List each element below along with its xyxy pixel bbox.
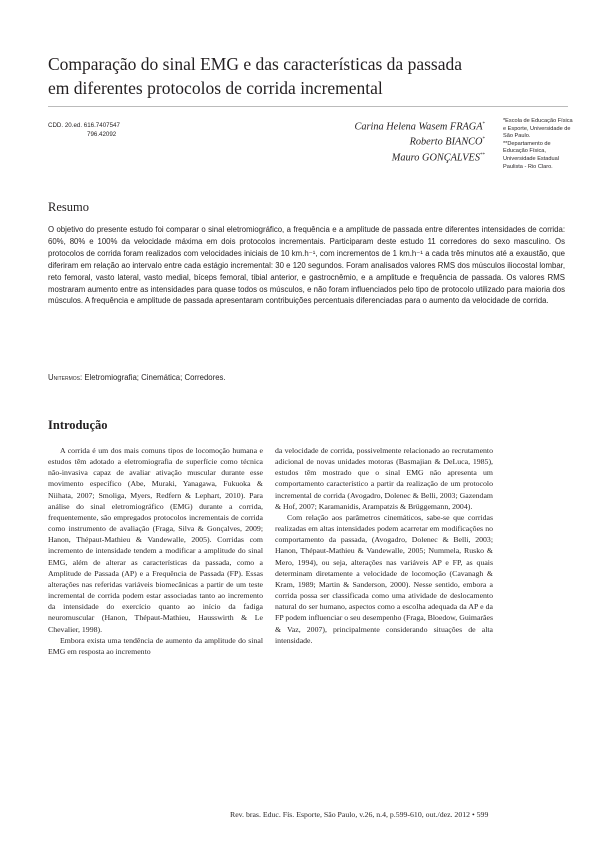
paragraph: A corrida é um dos mais comuns tipos de locomoção humana e estudos têm adotado a eletromiografia de superfície como técnica não-invasiva capaz de avaliar ativação muscular durante esse movimento específico (Abe, Muraki, Yanagawa, Fukuoka & Niihata, 2007; Smoliga, Myers, Redfern & Lephart, 2010). Para análise do sinal eletromiográfico (EMG) durante a corrida, frequentemente, são empregados protocolos incrementais de corrida como instrumento de avaliação (Fraga, Silva & Gonçalves, 2009; Hanon, Thépaut-Mathieu & Vandewalle, 2005). Corridas com incremento de intensidade tendem a modificar a amplitude do sinal EMG, além de alterar as características da passada, como a Amplitude de Passada (AP) e a Frequência de Passada (FP). Essas alterações nas referidas variáveis biomecânicas a partir de um teste incremental de corrida podem estar associadas tanto ao incremento da intensidade do exercício quanto ao início da fadiga neuromuscular (Hanon, Thépaut-Mathieu, Hausswirth & Le Chevalier, 1998). <box>48 446 263 634</box>
body-column-left <box>48 445 263 657</box>
affiliations <box>503 118 573 171</box>
title-divider <box>48 106 568 107</box>
page-footer: Rev. bras. Educ. Fís. Esporte, São Paulo, v.26, n.4, p.599-610, out./dez. 2012 • 599 <box>230 810 489 819</box>
cdd-line-2: 796.42092 <box>87 131 117 138</box>
keywords <box>48 373 226 382</box>
abstract-heading: Resumo <box>48 200 89 214</box>
body-column-right <box>275 445 493 646</box>
introduction-heading: Introdução <box>48 418 108 432</box>
paragraph: da velocidade de corrida, possivelmente relacionado ao recrutamento adicional de novas unidades motoras (Basmajian & DeLuca, 1985), estudos têm mostrado que o sinal EMG não apresenta um comportamento característico a partir da realização de um protocolo incremental de corrida (Avogadro, Dolenec & Belli, 2003; Gazendam & Hof, 2007; Karamanidis, Arampatzis & Brüggemann, 2004). <box>275 446 493 511</box>
cdd-classification <box>48 121 120 139</box>
paragraph: Embora exista uma tendência de aumento da amplitude do sinal EMG em resposta ao incremento <box>48 635 263 656</box>
affiliation-1: *Escola de Educação Física e Esporte, Universidade de São Paulo. <box>503 118 573 140</box>
abstract-body: O objetivo do presente estudo foi comparar o sinal eletromiográfico, a frequência e a amplitude de passada entre diferentes intensidades de corrida: 60%, 80% e 100% da velocidade máxima em dois protocolos incrementais. Participaram deste estudo 11 corredores do sexo masculino. Os protocolos de corrida foram realizados com velocidades iniciais de 10 km.h⁻¹, com incrementos de 1 km.h⁻¹ a cada três minutos até a exaustão, que diferiram em relação ao intervalo entre cada estágio incremental: 30 e 120 segundos. Foram analisados valores RMS dos músculos iliocostal lombar, reto femoral, vasto lateral, vasto medial, bíceps femoral, tibial anterior, e gastrocnêmio, e a amplitude e frequência de passada. Os valores RMS mostraram aumento entre as intensidades para quase todos os músculos, e não foram influenciados pelo tipo de protocolo utilizado para maioria dos músculos. A frequência e amplitude de passada apresentaram contribuições percentuais diferenciadas para o aumento da velocidade de corrida. <box>48 225 565 306</box>
author-list <box>354 118 485 164</box>
author: Roberto BIANCO* <box>409 136 485 148</box>
affiliation-2: **Departamento de Educação Física, Universidade Estadual Paulista - Rio Claro. <box>503 140 559 170</box>
keywords-label: Unitermos: <box>48 373 83 382</box>
author: Carina Helena Wasem FRAGA* <box>354 121 485 133</box>
cdd-line-1: CDD. 20.ed. 616.7407547 <box>48 122 120 129</box>
paragraph: Com relação aos parâmetros cinemáticos, sabe-se que corridas realizadas em altas intensidades podem acarretar em modificações no comportamento da passada, (Avogadro, Dolenec & Belli, 2003; Hanon, Thépaut-Mathieu & Vandewalle, 2005; Nummela, Rusko & Mero, 1994), ou seja, alterações nas variáveis AP e FP, as quais determinam diretamente a velocidade de locomoção (Cavanagh & Kram, 1989; Martin & Sanderson, 2000). Nesse sentido, embora a corrida possa ser classificada como uma atividade de deslocamento natural do ser humano, aspectos como a escolha adequada da AP e da FP podem influenciar o seu desempenho (Fraga, Bloedow, Guimarães & Vaz, 2007), principalmente considerando situações de alta intensidade. <box>275 512 493 645</box>
article-title-line-2: em diferentes protocolos de corrida incremental <box>48 78 383 98</box>
article-title <box>48 52 518 100</box>
keywords-text: Eletromiografia; Cinemática; Corredores. <box>82 373 226 382</box>
author: Mauro GONÇALVES** <box>391 152 485 164</box>
article-title-line-1: Comparação do sinal EMG e das características da passada <box>48 54 463 74</box>
